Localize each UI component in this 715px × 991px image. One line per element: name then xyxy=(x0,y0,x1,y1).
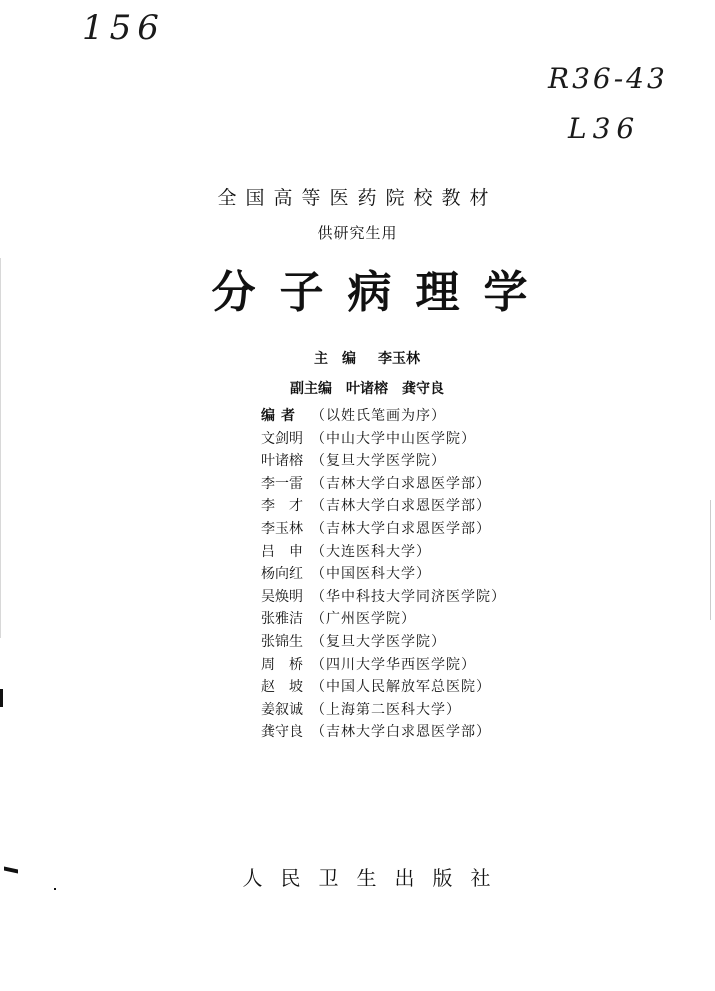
contributor-name: 周 桥 xyxy=(261,656,303,673)
chief-editor-role: 主编 xyxy=(314,351,370,367)
chief-editor-name: 李玉林 xyxy=(378,351,420,367)
contributor-row xyxy=(261,450,506,473)
contributor-name: 李玉林 xyxy=(261,520,303,537)
publisher-name: 人民卫生出版社 xyxy=(242,866,509,890)
audience-note: 供研究生用 xyxy=(317,224,398,242)
handwritten-shelf-code: L36 xyxy=(568,112,641,145)
contributor-row xyxy=(261,699,506,722)
contributor-row xyxy=(261,428,506,451)
contributor-affiliation: （复旦大学医学院） xyxy=(311,633,446,650)
contributor-row xyxy=(261,608,506,631)
contributor-name: 吴焕明 xyxy=(261,588,303,605)
contributor-row xyxy=(261,541,506,564)
contributor-affiliation: （中国医科大学） xyxy=(311,566,431,583)
contributor-affiliation: （四川大学华西医学院） xyxy=(311,656,476,673)
contributors-order-note: （以姓氏笔画为序） xyxy=(311,408,446,424)
contributor-affiliation: （中国人民解放军总医院） xyxy=(311,679,491,696)
contributor-affiliation: （吉林大学白求恩医学部） xyxy=(311,498,491,515)
handwritten-call-number: R36-43 xyxy=(548,62,668,95)
contributor-row xyxy=(261,654,506,677)
contributor-row xyxy=(261,473,506,496)
contributor-row xyxy=(261,563,506,586)
contributors-header xyxy=(261,405,506,428)
contributor-name: 叶诸榕 xyxy=(261,453,303,470)
contributor-row xyxy=(261,586,506,609)
contributor-affiliation: （上海第二医科大学） xyxy=(311,701,461,718)
deputy-editor-role: 副主编 xyxy=(290,381,332,397)
contributor-affiliation: （中山大学中山医学院） xyxy=(311,430,476,447)
contributor-name: 张雅洁 xyxy=(261,611,303,628)
contributor-name: 赵 坡 xyxy=(261,679,303,696)
deputy-editor-name: 叶诸榕 xyxy=(346,381,388,397)
contributor-name: 吕 申 xyxy=(261,543,303,560)
contributor-name: 龚守良 xyxy=(261,724,303,741)
deputy-editors-line xyxy=(290,378,444,398)
contributor-row xyxy=(261,676,506,699)
margin-mark xyxy=(0,689,3,707)
book-title: 分子病理学 xyxy=(211,267,552,318)
contributor-affiliation: （大连医科大学） xyxy=(311,543,431,560)
contributor-row xyxy=(261,495,506,518)
contributor-affiliation: （华中科技大学同济医学院） xyxy=(311,588,506,605)
contributor-name: 李一雷 xyxy=(261,475,303,492)
contributors-list xyxy=(261,405,506,744)
contributor-affiliation: （吉林大学白求恩医学部） xyxy=(311,475,491,492)
contributor-affiliation: （广州医学院） xyxy=(311,611,416,628)
handwritten-page-number: 156 xyxy=(82,8,165,48)
scan-edge-line xyxy=(0,258,1,638)
scan-edge-line xyxy=(710,500,711,620)
contributor-name: 李 才 xyxy=(261,498,303,515)
contributor-row xyxy=(261,518,506,541)
contributor-name: 张锦生 xyxy=(261,633,303,650)
contributor-name: 杨向红 xyxy=(261,566,303,583)
contributor-row xyxy=(261,721,506,744)
margin-dot xyxy=(54,888,56,890)
contributor-affiliation: （吉林大学白求恩医学部） xyxy=(311,724,491,741)
contributor-affiliation: （吉林大学白求恩医学部） xyxy=(311,520,491,537)
contributor-name: 文剑明 xyxy=(261,430,303,447)
deputy-editor-name: 龚守良 xyxy=(402,381,444,397)
contributors-label: 编者 xyxy=(261,408,301,424)
series-title: 全国高等医药院校教材 xyxy=(217,187,498,209)
contributor-name: 姜叙诚 xyxy=(261,701,303,718)
contributor-row xyxy=(261,631,506,654)
contributor-affiliation: （复旦大学医学院） xyxy=(311,453,446,470)
chief-editor-line xyxy=(314,348,420,368)
